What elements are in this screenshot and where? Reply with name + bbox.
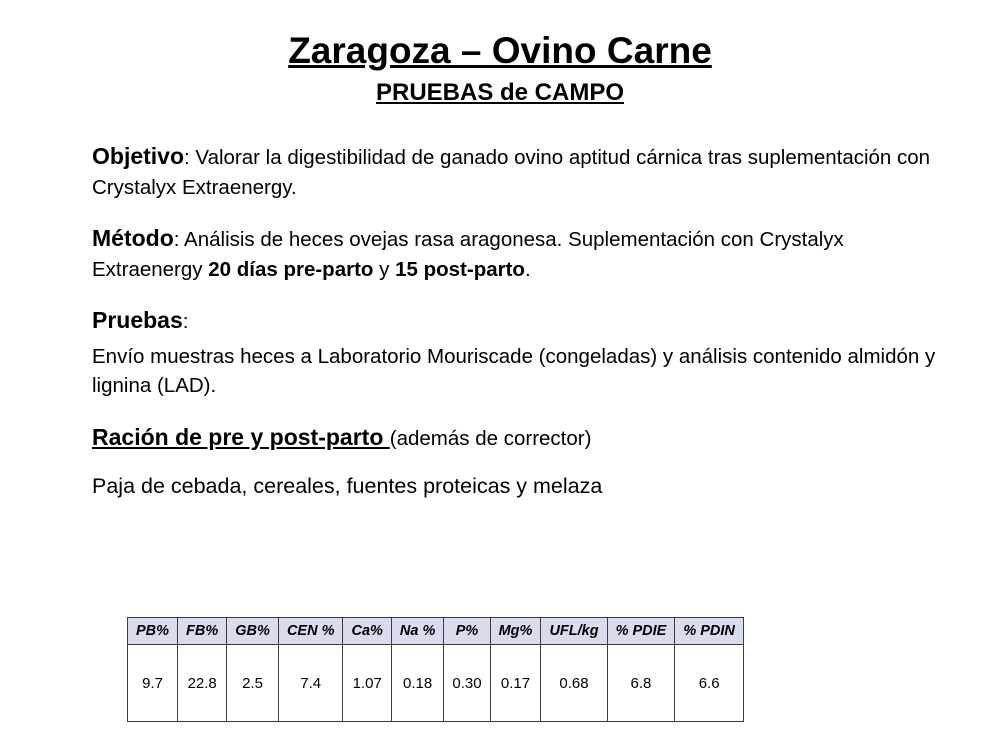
method-colon: :	[173, 227, 180, 251]
objective-text: Valorar la digestibilidad de ganado ovino aptitud cárnica tras suplementación con Crystalyx Extraenergy.	[92, 146, 931, 199]
table-header-cell: P%	[444, 618, 490, 645]
method-text-1: Análisis de heces ovejas rasa aragonesa. Suplementación con Crystalyx Extraenergy	[92, 227, 844, 281]
table-header-cell: % PDIE	[607, 618, 675, 645]
method-text-3: .	[524, 257, 531, 281]
body-area	[0, 140, 1000, 502]
table-header-cell: UFL/kg	[541, 618, 607, 645]
table-header-cell: CEN %	[278, 618, 343, 645]
table-header-cell: % PDIN	[675, 618, 744, 645]
tests-heading-line	[92, 304, 940, 337]
ration-heading-note: (además de corrector)	[389, 426, 592, 450]
ration-heading	[92, 421, 940, 454]
table-cell: 2.5	[227, 645, 279, 722]
table-header-cell: FB%	[178, 618, 227, 645]
table-cell: 0.68	[541, 645, 607, 722]
page-subtitle: PRUEBAS de CAMPO	[375, 78, 625, 106]
method-paragraph	[92, 222, 940, 284]
table-cell: 0.18	[391, 645, 443, 722]
table-cell: 9.7	[128, 645, 178, 722]
composition-table	[127, 617, 744, 722]
table-cell: 6.6	[675, 645, 744, 722]
tests-paragraph: Envío muestras heces a Laboratorio Mouriscade (congeladas) y análisis contenido almidón y lignina (LAD).	[92, 345, 936, 398]
objective-colon: :	[184, 146, 190, 170]
ration-heading-text: Ración de pre y post-parto	[92, 423, 390, 450]
table-row	[128, 645, 744, 722]
table-header-cell: Ca%	[343, 618, 391, 645]
table-cell: 1.07	[343, 645, 391, 722]
title-block	[0, 0, 1000, 106]
table-header-cell: Mg%	[490, 618, 541, 645]
method-bold-2: 15 post-parto	[395, 257, 525, 281]
table-header-cell: PB%	[128, 618, 178, 645]
method-text-2: y	[373, 257, 396, 281]
table-cell: 7.4	[278, 645, 343, 722]
objective-label: Objetivo	[92, 143, 185, 170]
table-cell: 6.8	[607, 645, 675, 722]
table-header-cell: Na %	[391, 618, 443, 645]
ration-ingredients: Paja de cebada, cereales, fuentes proteicas y melaza	[92, 474, 603, 499]
table-cell: 0.17	[490, 645, 541, 722]
page-title: Zaragoza – Ovino Carne	[288, 30, 712, 71]
method-bold-1: 20 días pre-parto	[208, 257, 374, 281]
tests-colon: :	[182, 309, 189, 333]
tests-label: Pruebas	[92, 306, 183, 333]
table-cell: 0.30	[444, 645, 490, 722]
objective-paragraph	[92, 140, 940, 202]
table-header-row	[128, 618, 744, 645]
table-header-cell: GB%	[227, 618, 279, 645]
table-cell: 22.8	[178, 645, 227, 722]
method-label: Método	[92, 224, 174, 251]
composition-table-wrapper	[127, 617, 744, 722]
